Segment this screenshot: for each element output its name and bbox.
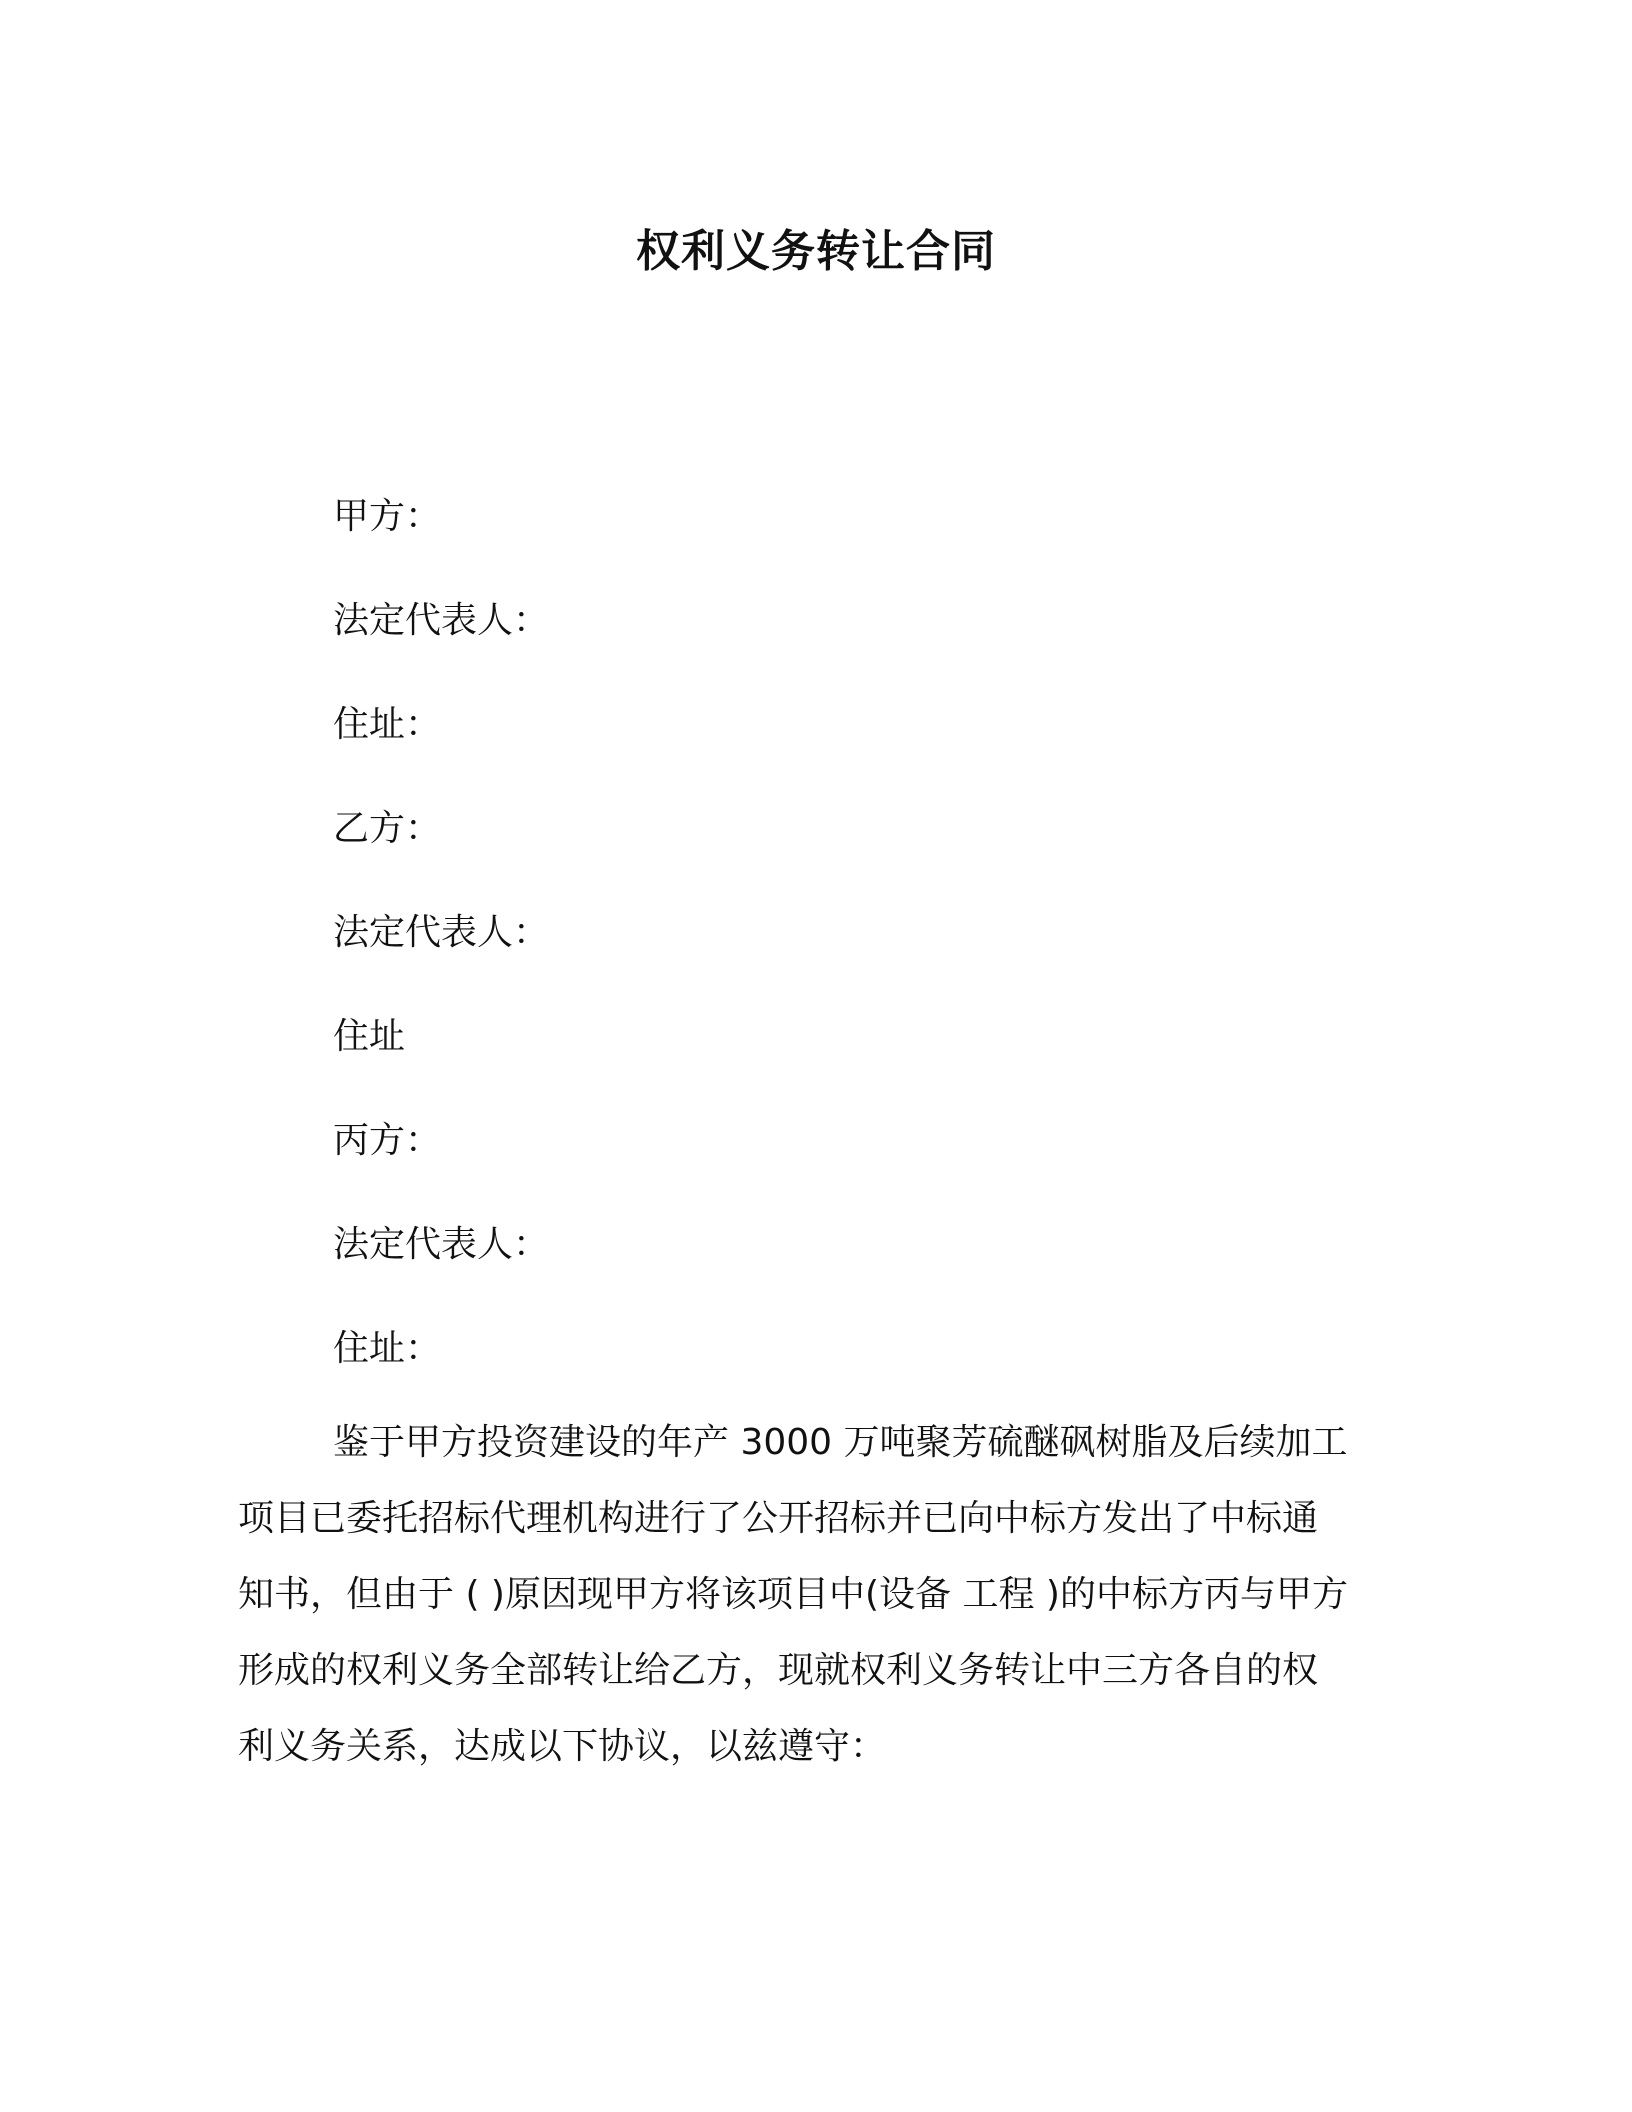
recital-line: 知书，但由于 ( )原因现甲方将该项目中(设备 工程 )的中标方丙与甲方 (238, 1574, 1348, 1615)
document-title: 权利义务转让合同 (636, 226, 996, 277)
recital-line: 鉴于甲方投资建设的年产 3000 万吨聚芳硫醚砜树脂及后续加工 (333, 1422, 1348, 1463)
party-b-representative-label: 法定代表人： (333, 912, 550, 953)
party-a-label: 甲方： (333, 496, 442, 537)
party-b-label: 乙方： (333, 808, 442, 849)
party-c-label: 丙方： (333, 1120, 442, 1161)
party-b-address-label: 住址 (333, 1016, 406, 1057)
party-c-address-label: 住址： (333, 1328, 442, 1369)
recital-line: 形成的权利义务全部转让给乙方，现就权利义务转让中三方各自的权 (238, 1650, 1319, 1691)
party-a-representative-label: 法定代表人： (333, 600, 550, 641)
party-a-address-label: 住址： (333, 704, 442, 745)
party-info-block (333, 492, 549, 1428)
recital-paragraph (238, 1418, 1366, 1798)
party-c-representative-label: 法定代表人： (333, 1224, 550, 1265)
recital-line: 项目已委托招标代理机构进行了公开招标并已向中标方发出了中标通 (238, 1498, 1319, 1539)
recital-line: 利义务关系，达成以下协议，以兹遵守： (238, 1726, 887, 1767)
